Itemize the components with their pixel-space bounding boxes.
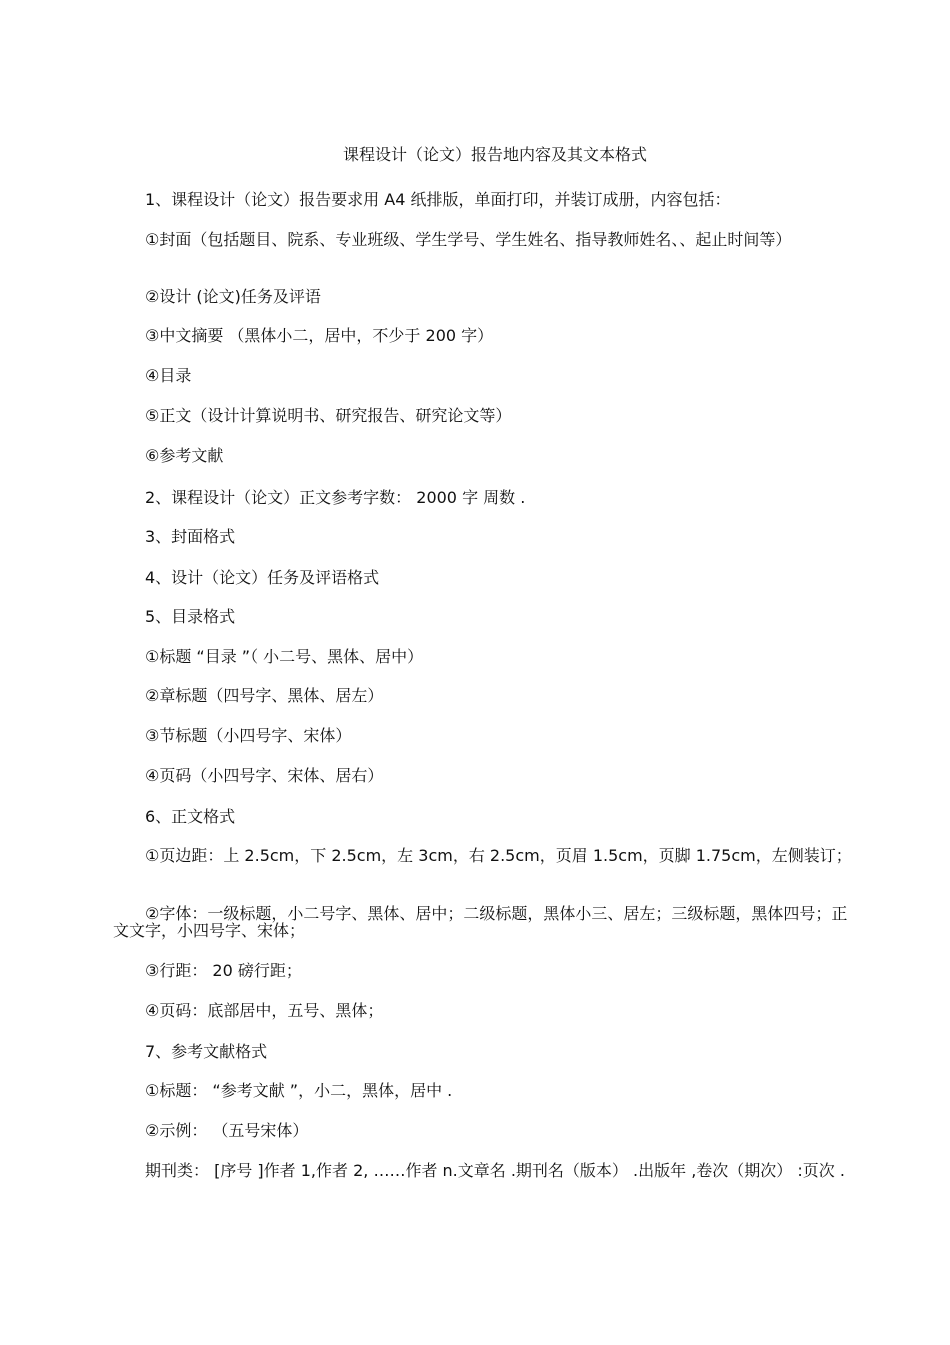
paragraph-chapter-title: ②章标题（四号字、黑体、居左）: [145, 686, 384, 705]
paragraph-line-spacing: ③行距： 20 磅行距；: [145, 961, 302, 980]
paragraph-ref-title: ①标题： “参考文献 ”，小二，黑体，居中 .: [145, 1081, 453, 1100]
paragraph-design-task: ②设计 (论文)任务及评语: [145, 287, 321, 306]
paragraph-page-numbering: ④页码：底部居中，五号、黑体；: [145, 1001, 384, 1020]
paragraph-item-1: 1、课程设计（论文）报告要求用 A4 纸排版，单面打印，并装订成册，内容包括：: [145, 190, 731, 209]
paragraph-toc: ④目录: [145, 366, 192, 385]
paragraph-fonts: ②字体：一级标题，小二号字、黑体、居中；二级标题，黑体小三、居左；三级标题，黑体四号；正文文字，小四号字、宋体；: [113, 904, 848, 940]
paragraph-item-3: 3、封面格式: [145, 527, 236, 546]
paragraph-journal-format: 期刊类： [序号 ]作者 1,作者 2, ……作者 n.文章名 .期刊名（版本） .出版年 ,卷次（期次） :页次 .: [145, 1161, 845, 1180]
paragraph-margins: ①页边距：上 2.5cm，下 2.5cm，左 3cm，右 2.5cm，页眉 1.5cm，页脚 1.75cm，左侧装订；: [145, 846, 852, 865]
paragraph-item-6: 6、正文格式: [145, 807, 236, 826]
paragraph-toc-title: ①标题 “目录 ”（ 小二号、黑体、居中）: [145, 647, 424, 666]
paragraph-references: ⑥参考文献: [145, 446, 224, 465]
paragraph-page-number: ④页码（小四号字、宋体、居右）: [145, 766, 384, 785]
paragraph-item-2: 2、课程设计（论文）正文参考字数： 2000 字 周数 .: [145, 488, 526, 507]
paragraph-item-7: 7、参考文献格式: [145, 1042, 268, 1061]
paragraph-cover: ①封面（包括题目、院系、专业班级、学生学号、学生姓名、指导教师姓名、、起止时间等）: [145, 230, 792, 249]
paragraph-body: ⑤正文（设计计算说明书、研究报告、研究论文等）: [145, 406, 512, 425]
document-title: 课程设计（论文）报告地内容及其文本格式: [342, 145, 647, 164]
paragraph-abstract: ③中文摘要 （黑体小二，居中，不少于 200 字）: [145, 326, 494, 345]
paragraph-example: ②示例： （五号宋体）: [145, 1121, 309, 1140]
paragraph-section-title: ③节标题（小四号字、宋体）: [145, 726, 352, 745]
paragraph-item-4: 4、设计（论文）任务及评语格式: [145, 568, 380, 587]
paragraph-item-5: 5、目录格式: [145, 607, 236, 626]
